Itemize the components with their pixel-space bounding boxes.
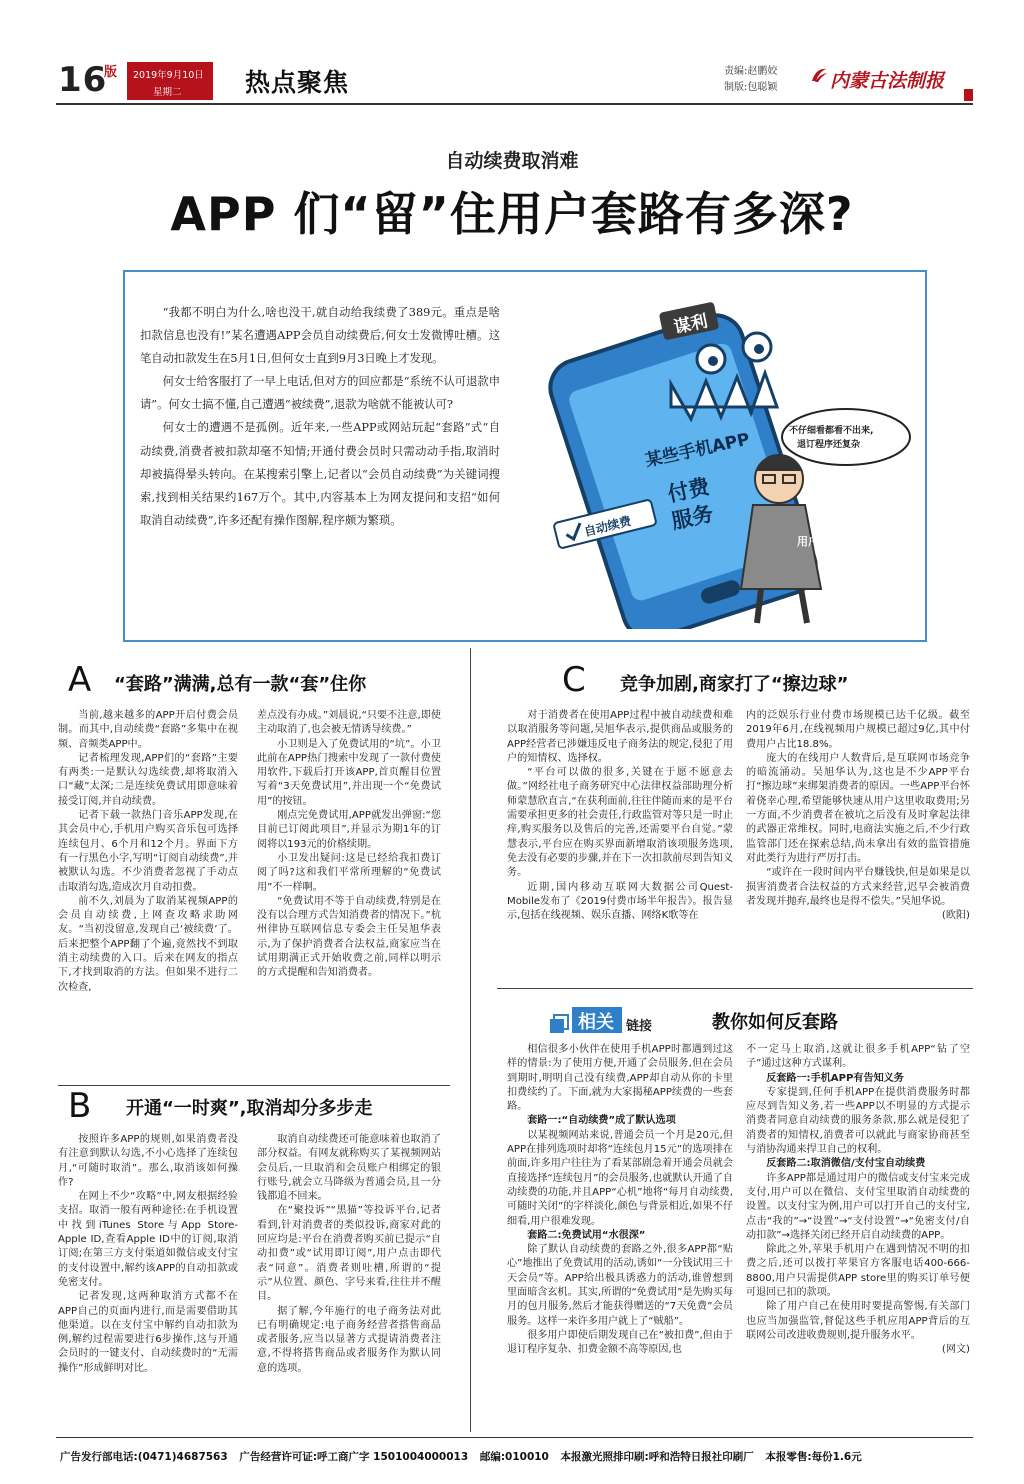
paragraph: 在网上不少“攻略”中,网友根据经验支招。取消一般有两种途径:在手机设置中找到iTunes Store与App Store-Apple ID,查看Apple ID中的订阅,取消订阅;在第三方支付渠道如微信或支付宝的支付设置中,解约该APP的自动扣款或免密支付。: [58, 1191, 238, 1288]
section-a-title: “套路”满满,总有一款“套”住你: [114, 674, 367, 695]
subheading: 套路二:免费试用“水很深”: [527, 1229, 646, 1241]
paragraph: 以某视频网站来说,普通会员一个月是20元,但APP在排列选项时却将“连续包月15元”的选项排在前面,许多用户往往为了看某部剧急着开通会员就会直接选择“连续包月”的会员服务,也就默认开通了自动续费的功能,并且APP“心机”地将“每月自动续费,可随时关闭”的字样淡化,颜色与背景相近,如果不仔细看,用户很难发现。: [507, 1129, 733, 1227]
masthead-accent: [964, 89, 973, 101]
paper-name: 内蒙古法制报: [830, 70, 945, 92]
main-headline: APP 们“留”住用户套路有多深?: [170, 187, 854, 241]
intro-text: [140, 301, 500, 532]
paragraph: 内的泛娱乐行业付费市场规模已达千亿级。截至2019年6月,在线视频用户规模已超过9亿,其中付费用户占比18.8%。: [746, 710, 970, 750]
footer-price: 本报零售:每份1.6元: [765, 1451, 862, 1463]
paragraph: 近期,国内移动互联网大数据公司Quest-Mobile发布了《2019付费市场半年报告》。报告显示,包括在线视频、娱乐直播、网络K歌等在: [507, 881, 733, 922]
section-b-column-1: [58, 1133, 238, 1376]
paragraph: 对于消费者在使用APP过程中被自动续费和难以取消服务等问题,吴旭华表示,提供商品或服务的APP经营者已涉嫌违反电子商务法的规定,侵犯了用户的知情权、选择权。: [507, 710, 733, 764]
related-column-2: [746, 1043, 970, 1358]
footer-ad-phone: 广告发行部电话:(0471)4687563: [60, 1451, 228, 1463]
paragraph: 按照许多APP的规则,如果消费者没有注意到默认勾选,不小心选择了连续包月,“可随时取消”。那么,取消该如何操作?: [58, 1134, 238, 1188]
issue-weekday: 星期二: [153, 87, 182, 98]
paragraph: “免费试用不等于自动续费,特别是在没有以合理方式告知消费者的情况下。”杭州律协互联网信息专委会主任吴旭华表示,为了保护消费者合法权益,商家应当在试用期满正式开始收费之前,同样以明示的方式提醒和告知消费者。: [257, 895, 441, 979]
section-a-letter: A: [68, 660, 92, 700]
page-ban-label: 版: [104, 65, 118, 80]
section-c-byline: (欧阳): [941, 910, 970, 922]
related-label-sub: 链接: [626, 1019, 653, 1034]
paragraph: 相信很多小伙伴在使用手机APP时都遇到过这样的情景:为了使用方便,开通了会员服务,但在会员到期时,明明自己没有续费,APP却自动从你的卡里扣费续约了。下面,就为大家揭秘APP续费的一些套路。: [507, 1044, 733, 1113]
section-b-column-2: [257, 1133, 441, 1376]
related-label-main: 相关: [578, 1012, 614, 1033]
paragraph: 记者发现,这两种取消方式都不在APP自己的页面内进行,而是需要借助其他渠道。以在支付宝中解约自动扣款为例,解约过程需要进行6步操作,这与开通会员时的一键支付、自动续费时的“无需操作”形成鲜明对比。: [58, 1291, 238, 1374]
paragraph: 许多APP都是通过用户的微信或支付宝来完成支付,用户可以在微信、支付宝里取消自动续费的设置。以支付宝为例,用户可以打开自己的支付宝,点击“我的”→“设置”→“支付设置”→“免密支付/自动扣款”→选择关闭已经开启自动续费的APP。: [746, 1172, 970, 1241]
related-title: 教你如何反套路: [712, 1012, 838, 1033]
section-c-title: 竞争加剧,商家打了“擦边球”: [620, 674, 849, 695]
paragraph: “平台可以做的很多,关键在于愿不愿意去做。”网经社电子商务研究中心法律权益部助理分析师蒙慧欣直言,“在获利面前,往往伴随而来的是平台需要承担更多的社会责任,行政监管对等只是一时止痒,购买服务以及售后的完善,还需要平台自觉。”蒙慧表示,平台应在购买界面新增取消该项服务选项,免去没有必要的步骤,并在下一次扣款前尽到告知义务。: [507, 767, 733, 879]
phone-label: 某些手机APP: [643, 429, 752, 472]
section-c-letter: C: [562, 660, 586, 700]
subheading: 反套路二:取消微信/支付宝自动续费: [766, 1158, 926, 1170]
paragraph: 记者下载一款热门音乐APP发现,在其会员中心,手机用户购买音乐包可选择连续包月、6个月和12个月。界面下方有一行黑色小字,写明“订阅自动续费”,并被默认勾选。不少消费者忽视了手动点击取消勾选,造成次月自动扣费。: [58, 810, 238, 893]
footer-rule: [56, 1437, 973, 1438]
profit-tag-label: 谋利: [672, 311, 710, 339]
paragraph: 记者梳理发现,APP们的“套路”主要有两类:一是默认勾选续费,却将取消入口“藏”太深;二是连续免费试用即意味着接受订阅,并自动续费。: [58, 752, 238, 807]
paragraph: 庞大的在线用户人数背后,是互联网市场竞争的暗流涌动。吴旭华认为,这也是不少APP平台打“擦边球”来绑架消费者的原因。一些APP平台怀着侥幸心理,希望能够快速从用户这里收取费用;另一方面,不少消费者在被坑之后没有及时拿起法律的武器正常维权。同时,电商法实施之后,不少行政监管部门还在探索总结,尚未拿出有效的监管措施对此类行为进行严厉打击。: [746, 752, 970, 864]
editors-block: [724, 64, 777, 96]
footer-ad-license: 广告经营许可证:呼工商广字 1501004000013: [239, 1451, 469, 1463]
paragraph: 除此之外,苹果手机用户在遇到情况不明的扣费之后,还可以拨打苹果官方客服电话400-666-8800,用户只需提供APP store里的购买订单号便可退回已扣的款项。: [746, 1244, 970, 1299]
paragraph: 在“聚投诉”“黑猫”等投诉平台,记者看到,针对消费者的类似投诉,商家对此的回应均是:平台在消费者购买前已提示“自动扣费”或“试用即订阅”,用户点击即代表“同意”。消费者则吐槽,所谓的“提示”从位置、颜色、字号来看,往往并不醒目。: [257, 1205, 441, 1303]
paragraph: 除了用户自己在使用时要提高警惕,有关部门也应当加强监管,督促这些手机应用APP背后的互联网公司改进收费规则,提升服务水平。: [746, 1301, 970, 1341]
date-box: [127, 62, 213, 100]
paragraph: 当前,越来越多的APP开启付费会员制。而其中,自动续费“套路”多集中在视频、音频类APP中。: [58, 710, 238, 750]
paragraph: 不一定马上取消,这就让很多手机APP“钻了空子”通过这种方式谋利。: [746, 1044, 970, 1070]
page-number: 16: [58, 60, 108, 100]
related-byline: (网文): [941, 1344, 970, 1356]
section-divider: [58, 1085, 450, 1086]
issue-date: 2019年9月10日: [133, 70, 204, 81]
subheading: 套路一:“自动续费”成了默认选项: [527, 1115, 676, 1127]
cartoon-illustration: [521, 289, 911, 629]
paragraph: 差点没有办成。”刘晨说,“只要不注意,即使主动取消了,也会被无情诱导续费。”: [257, 710, 441, 736]
paid-service-label: 服务: [669, 501, 716, 534]
paragraph: 专家提到,任何手机APP在提供消费服务时都应尽到告知义务,若一些APP以不明显的方式提示消费者同意自动续费的服务条款,那么就是侵犯了消费者的知情权,消费者可以就此与商家协商甚至与消协沟通来捍卫自己的权利。: [746, 1086, 970, 1156]
section-c-column-1: [507, 709, 733, 923]
headline-kicker: 自动续费取消难: [445, 150, 579, 172]
paragraph: 除了默认自动续费的套路之外,很多APP都“贴心”地推出了免费试用的活动,诱如“一分钱试用三十天会员”等。APP给出极具诱惑力的活动,谁曾想到里面暗含玄机。其实,所谓的“免费试用”是先购买每月的包月服务,然后才能获得赠送的“7天免费”会员服务。这样一来许多用户就上了“贼船”。: [507, 1244, 733, 1327]
intro-paragraph: 何女士给客服打了一早上电话,但对方的回应都是“系统不认可退款申请”。何女士搞不懂,自己遭遇“被续费”,退款为啥就不能被认可?: [140, 375, 500, 412]
newspaper-logo-icon: [810, 66, 828, 84]
paragraph: 小卫则是入了免费试用的“坑”。小卫此前在APP热门搜索中发现了一款付费使用软件,下载后打开该APP,首页醒目位置写着“3天免费试用”,并出现一个“免费试用”的按钮。: [257, 738, 441, 807]
related-link-label: [548, 1003, 668, 1035]
paid-service-label: 付费: [665, 474, 712, 507]
speech-bubble-line: 退订程序还复杂: [797, 440, 861, 450]
section-divider: [497, 988, 973, 989]
masthead-rule: [56, 103, 973, 105]
intro-paragraph: “我都不明白为什么,啥也没干,就自动给我续费了389元。重点是啥扣款信息也没有!”某名遭遇APP会员自动续费后,何女士发微博吐槽。这笔自动扣款发生在5月1日,但何女士直到9月3日晚上才发现。: [140, 306, 500, 366]
paragraph: 前不久,刘晨为了取消某视频APP的会员自动续费,上网查攻略求助网友。“当初没留意,发现自己‘被续费’了。后来把整个APP翻了个遍,竟然找不到取消主动续费的入口。后来在网友的指点下,才找到取消的方法。但如果不进行二次检查,: [58, 895, 238, 993]
paragraph: 刚点完免费试用,APP就发出弹窗:“您目前已订阅此项目”,并显示为期1年的订阅将以193元的价格续期。: [257, 810, 441, 850]
column-divider: [470, 648, 471, 1432]
producer-credit: 制版:包聪颖: [724, 82, 778, 93]
subheading: 反套路一:手机APP有告知义务: [766, 1072, 904, 1084]
section-b-title: 开通“一时爽”,取消却分多步走: [126, 1098, 373, 1119]
section-b-letter: B: [68, 1086, 92, 1126]
user-label: 用户: [797, 535, 819, 548]
section-a-column-2: [257, 709, 441, 981]
editor-credit: 责编:赵鹏姣: [724, 66, 778, 77]
section-c-column-2: [746, 709, 970, 923]
intro-paragraph: 何女士的遭遇不是孤例。近年来,一些APP或网站玩起“套路”式“自动续费,消费者被扣款却毫不知情;开通付费会员时只需动动手指,取消时却被搞得晕头转向。在某搜索引擎上,记者以“会员自动续费”为关键词搜索,找到相关结果约167万个。其中,内容基本上为网友提问和支招“如何取消自动续费”,许多还配有操作图解,程序颇为繁琐。: [140, 421, 500, 527]
paragraph: 取消自动续费还可能意味着也取消了部分权益。有网友就称购买了某视频网站会员后,一旦取消和会员账户相绑定的银行账号,就会立马降级为普通会员,且一分钱都追不回来。: [257, 1134, 441, 1203]
speech-bubble: [782, 409, 910, 465]
paragraph: “或许在一段时间内平台赚钱快,但是如果是以损害消费者合法权益的方式来经营,迟早会被消费者发现并抛弃,最终也是得不偿失。”吴旭华说。: [746, 867, 970, 907]
section-a-column-1: [58, 709, 238, 995]
footer-printer: 本报激光照排印刷:呼和浩特日报社印刷厂: [560, 1451, 754, 1463]
speech-bubble-line: 不仔细看都看不出来,: [789, 426, 874, 436]
paragraph: 据了解,今年施行的电子商务法对此已有明确规定:电子商务经营者搭售商品或者服务,应当以显著方式提请消费者注意,不得将搭售商品或者服务作为默认同意的选项。: [257, 1305, 441, 1374]
paragraph: 很多用户即使后期发现自己在“被扣费”,但由于退订程序复杂、扣费金额不高等原因,也: [507, 1329, 733, 1356]
auto-renew-label: 自动续费: [582, 513, 633, 540]
footer-postcode: 邮编:010010: [479, 1451, 549, 1463]
paragraph: 小卫发出疑问:这是已经给我扣费订阅了吗?这和我们平常所理解的“免费试用”不一样啊。: [257, 852, 441, 893]
footer-bar: [60, 1449, 972, 1464]
related-column-1: [507, 1043, 733, 1358]
section-title: 热点聚焦: [245, 68, 350, 97]
